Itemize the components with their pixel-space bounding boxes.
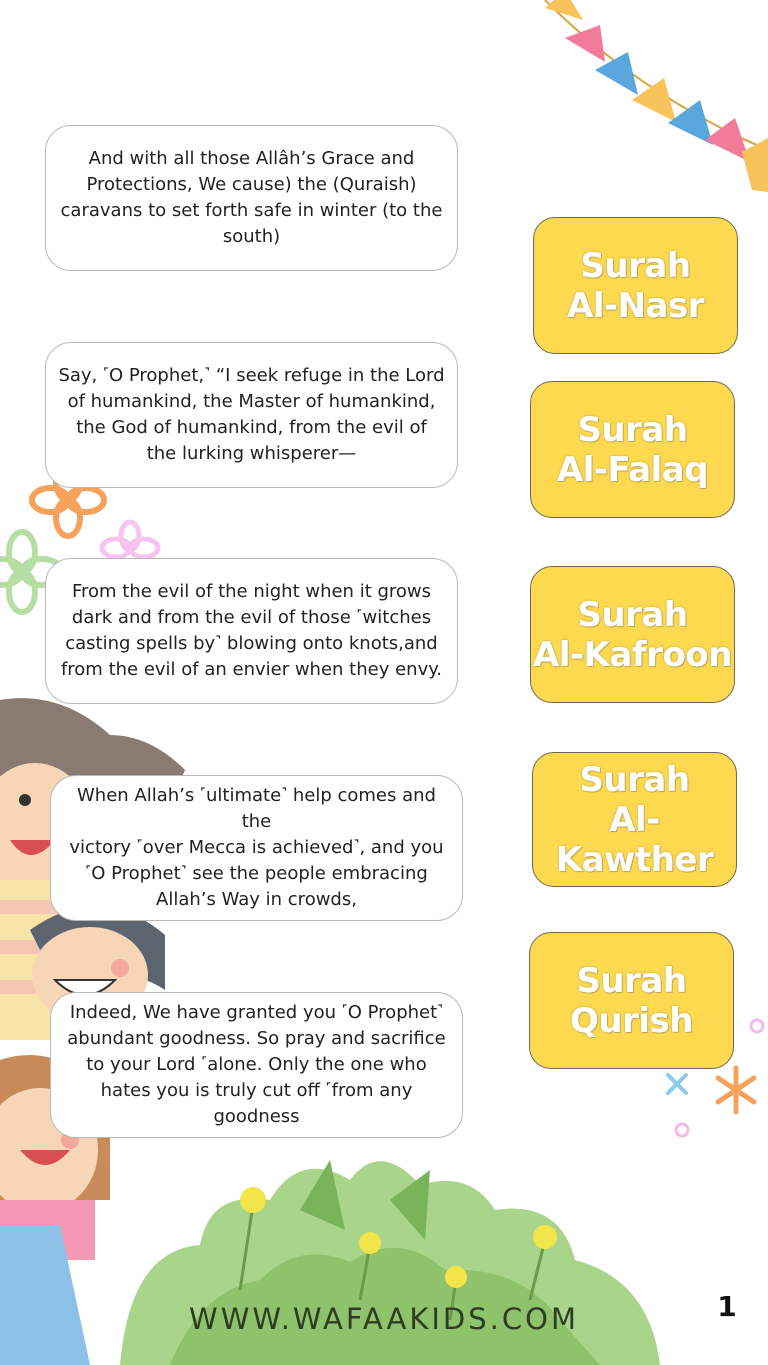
button-label-line2: Al-Kafroon (533, 634, 732, 675)
button-label-line1: Surah (580, 245, 691, 286)
surah-al-nasr-button[interactable] (533, 217, 738, 354)
verse-line: ˹O Prophet˺ see the people embracing (85, 863, 428, 884)
verse-line: the lurking whisperer— (146, 443, 357, 464)
surah-al-kafroon-button[interactable] (530, 566, 735, 703)
surah-al-falaq-button[interactable] (530, 381, 735, 518)
verse-card-4[interactable] (50, 775, 463, 921)
verse-line: Allah’s Way in crowds, (156, 889, 357, 910)
button-label-line1: Surah (577, 409, 688, 450)
button-label-line2: Al-Kawther (555, 799, 714, 880)
verse-card-3[interactable] (45, 558, 458, 704)
verse-line: the God of humankind, from the evil of (76, 417, 427, 438)
button-label-line2: Al-Nasr (567, 285, 704, 326)
verse-line: Protections, We cause) the (Quraish) (86, 174, 417, 195)
verse-line: From the evil of the night when it grows (71, 581, 432, 602)
button-label-line1: Surah (577, 594, 688, 635)
verse-line: to your Lord ˹alone. Only the one who (86, 1054, 427, 1075)
verse-line: When Allah’s ˹ultimate˺ help comes and the (77, 785, 436, 832)
verse-card-2[interactable] (45, 342, 458, 488)
bunting-decoration (545, 0, 768, 192)
verse-line: casting spells by˺ blowing onto knots,and (65, 633, 438, 654)
surah-qurish-button[interactable] (529, 932, 734, 1069)
verse-line: south) (222, 226, 281, 247)
verse-line: Say, ˹O Prophet,˺ “I seek refuge in the Lord (58, 365, 445, 386)
verse-line: victory ˹over Mecca is achieved˺, and you (69, 837, 444, 858)
button-label-line2: Qurish (570, 1000, 693, 1041)
verse-line: goodness (213, 1106, 300, 1127)
website-link[interactable]: WWW.WAFAAKIDS.COM (189, 1302, 579, 1336)
verse-line: from the evil of an envier when they envy. (60, 659, 443, 680)
surah-al-kawther-button[interactable] (532, 752, 737, 887)
verse-line: caravans to set forth safe in winter (to the (60, 200, 443, 221)
verse-line: hates you is truly cut off ˹from any (100, 1080, 413, 1101)
button-label-line1: Surah (576, 960, 687, 1001)
verse-line: And with all those Allâh’s Grace and (88, 148, 415, 169)
button-label-line1: Surah (579, 759, 690, 800)
verse-card-5[interactable] (50, 992, 463, 1138)
page-number: 1 (717, 1290, 737, 1323)
verse-card-1[interactable] (45, 125, 458, 271)
verse-line: Indeed, We have granted you ˹O Prophet˺ (69, 1002, 444, 1023)
button-label-line2: Al-Falaq (556, 449, 709, 490)
verse-line: abundant goodness. So pray and sacrifice (67, 1028, 446, 1049)
verse-line: dark and from the evil of those ˹witches (71, 607, 432, 628)
verse-line: of humankind, the Master of humankind, (67, 391, 436, 412)
